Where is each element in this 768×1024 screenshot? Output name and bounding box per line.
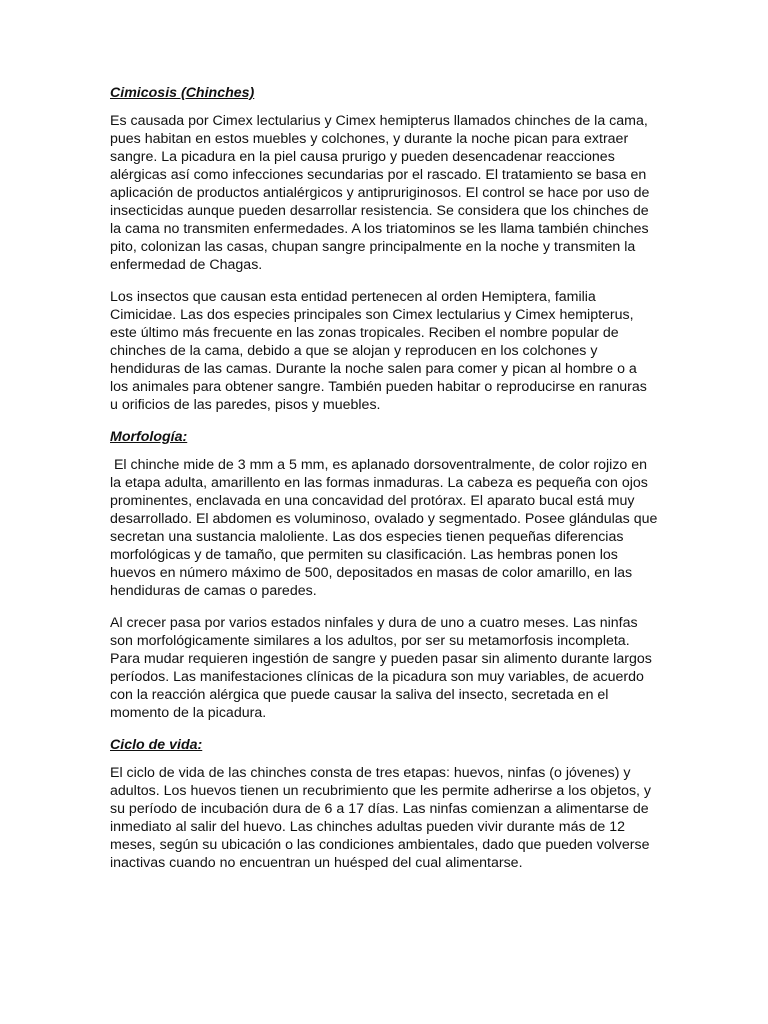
text-line: Para mudar requieren ingestión de sangre y pueden pasar sin alimento durante largos — [110, 651, 652, 667]
text-line: inactivas cuando no encuentran un huésped del cual alimentarse. — [110, 855, 523, 871]
text-line: desarrollado. El abdomen es voluminoso, ovalado y segmentado. Posee glándulas que — [110, 511, 658, 527]
section-heading-morfologia: Morfología: — [110, 429, 188, 445]
text-line: este último más frecuente en las zonas tropicales. Reciben el nombre popular de — [110, 325, 619, 341]
text-line: su período de incubación dura de 6 a 17 días. Las ninfas comienzan a alimentarse de — [110, 801, 649, 817]
text-line: adultos. Los huevos tienen un recubrimiento que les permite adherirse a los objetos, y — [110, 783, 652, 799]
text-line: prominentes, enclavada en una concavidad del protórax. El aparato bucal está muy — [110, 493, 635, 509]
text-line: insecticidas aunque pueden desarrollar resistencia. Se considera que los chinches de — [110, 203, 649, 219]
text-line: Al crecer pasa por varios estados ninfales y dura de uno a cuatro meses. Las ninfas — [110, 615, 638, 631]
text-line: El chinche mide de 3 mm a 5 mm, es aplanado dorsoventralmente, de color rojizo en — [110, 457, 648, 473]
text-line: aplicación de productos antialérgicos y antipruriginosos. El control se hace por uso de — [110, 185, 650, 201]
text-line: hendiduras de las camas. Durante la noche salen para comer y pican al hombre o a — [110, 361, 637, 377]
paragraph-life-cycle — [110, 764, 662, 872]
document-body — [110, 84, 662, 886]
text-line: los animales para obtener sangre. También pueden habitar o reproducirse en ranuras — [110, 379, 647, 395]
text-line: alérgicas así como infecciones secundarias por el rascado. El tratamiento se basa en — [110, 167, 647, 183]
text-line: sangre. La picadura en la piel causa prurigo y pueden desencadenar reacciones — [110, 149, 615, 165]
text-line: son morfológicamente similares a los adultos, por ser su metamorfosis incompleta. — [110, 633, 630, 649]
text-line: Cimicidae. Las dos especies principales son Cimex lectularius y Cimex hemipterus, — [110, 307, 634, 323]
text-line: chinches de la cama, debido a que se alojan y reproducen en los colchones y — [110, 343, 598, 359]
section-heading-ciclo-de-vida: Ciclo de vida: — [110, 737, 203, 753]
text-line: pues habitan en estos muebles y colchones, y durante la noche pican para extraer — [110, 131, 629, 147]
text-line: períodos. Las manifestaciones clínicas de la picadura son muy variables, de acuerdo — [110, 669, 644, 685]
text-line: con la reacción alérgica que puede causar la saliva del insecto, secretada en el — [110, 687, 609, 703]
paragraph-classification — [110, 288, 662, 414]
text-line: meses, según su ubicación o las condiciones ambientales, dado que pueden volverse — [110, 837, 650, 853]
text-line: la cama no transmiten enfermedades. A los triatominos se les llama también chinches — [110, 221, 649, 237]
paragraph-morphology — [110, 456, 662, 600]
text-line: huevos en número máximo de 500, depositados en masas de color amarillo, en las — [110, 565, 633, 581]
text-line: Los insectos que causan esta entidad pertenecen al orden Hemiptera, familia — [110, 289, 596, 305]
text-line: El ciclo de vida de las chinches consta de tres etapas: huevos, ninfas (o jóvenes) y — [110, 765, 631, 781]
text-line: Es causada por Cimex lectularius y Cimex hemipterus llamados chinches de la cama, — [110, 113, 648, 129]
text-line: enfermedad de Chagas. — [110, 257, 263, 273]
text-line: la etapa adulta, amarillento en las formas inmaduras. La cabeza es pequeña con ojos — [110, 475, 648, 491]
text-line: secretan una sustancia maloliente. Las dos especies tienen pequeñas diferencias — [110, 529, 624, 545]
text-line: morfológicas y de tamaño, que permiten su clasificación. Las hembras ponen los — [110, 547, 618, 563]
text-line: momento de la picadura. — [110, 705, 267, 721]
paragraph-development — [110, 614, 662, 722]
paragraph-intro — [110, 112, 662, 274]
text-line: pito, colonizan las casas, chupan sangre principalmente en la noche y transmiten la — [110, 239, 636, 255]
text-line: inmediato al salir del huevo. Las chinches adultas pueden vivir durante más de 12 — [110, 819, 626, 835]
section-heading-cimicosis: Cimicosis (Chinches) — [110, 85, 255, 101]
text-line: u orificios de las paredes, pisos y muebles. — [110, 397, 381, 413]
text-line: hendiduras de camas o paredes. — [110, 583, 317, 599]
